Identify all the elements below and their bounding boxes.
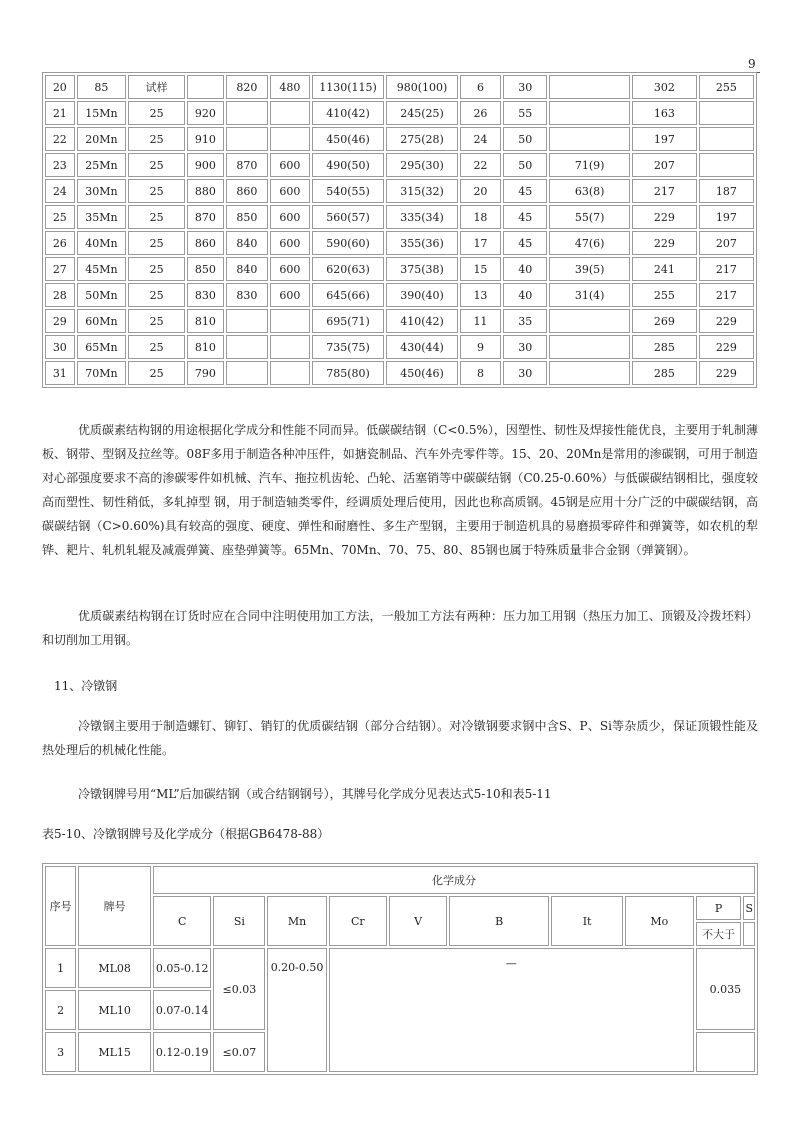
table-cell: 22 (45, 127, 75, 151)
table-cell: 45 (503, 179, 547, 203)
paragraph-cold-heading: 冷镦钢主要用于制造螺钉、铆钉、销钉的优质碳结钢（部分合结钢）。对冷镦钢要求钢中含S、P、Si等杂质少，保证顶锻性能及热处理后的机械化性能。 (42, 719, 758, 757)
seq-cell: 3 (45, 1032, 76, 1072)
table-cell: 40Mn (77, 231, 127, 255)
table-cell: 13 (460, 283, 501, 307)
table-cell: 50 (503, 127, 547, 151)
table-cell (270, 309, 310, 333)
table-cell: 645(66) (312, 283, 385, 307)
table-cell: 600 (270, 205, 310, 229)
table-cell: 40 (503, 283, 547, 307)
header-mo: Mo (625, 896, 694, 946)
table-cell: 20 (45, 75, 75, 99)
table-cell: 860 (226, 179, 268, 203)
table-cell: 430(44) (386, 335, 457, 359)
header-v: V (389, 896, 447, 946)
table-cell: 45 (503, 231, 547, 255)
table-cell: 302 (632, 75, 697, 99)
header-s: S (743, 896, 755, 920)
table-cell: 560(57) (312, 205, 385, 229)
table-cell: 217 (699, 257, 754, 281)
table-cell: 830 (187, 283, 224, 307)
table-cell: 269 (632, 309, 697, 333)
table-cell: 840 (226, 231, 268, 255)
table-cell: 255 (699, 75, 754, 99)
table-row (45, 335, 754, 359)
table-cell: 63(8) (549, 179, 630, 203)
table-cell: 6 (460, 75, 501, 99)
table-cell: 60Mn (77, 309, 127, 333)
table-cell: 27 (45, 257, 75, 281)
table-row (45, 283, 754, 307)
table-cell: 25 (128, 257, 185, 281)
table-cell: 40 (503, 257, 547, 281)
table-cell: 25 (45, 205, 75, 229)
table-cell: 70Mn (77, 361, 127, 385)
table-cell: 29 (45, 309, 75, 333)
seq-cell: 1 (45, 948, 76, 988)
table-cell: 229 (632, 231, 697, 255)
table-cell: 9 (460, 335, 501, 359)
table-cell: 285 (632, 361, 697, 385)
table-cell: 410(42) (312, 101, 385, 125)
table-cell: 71(9) (549, 153, 630, 177)
si-cell: ≤0.07 (213, 1032, 265, 1072)
table-cell: 620(63) (312, 257, 385, 281)
table-cell: 25 (128, 361, 185, 385)
table-cell: 35Mn (77, 205, 127, 229)
table-cell: 25Mn (77, 153, 127, 177)
table-cell: 920 (187, 101, 224, 125)
table-cell: 850 (226, 205, 268, 229)
table-cell: 335(34) (386, 205, 457, 229)
table-cell: 285 (632, 335, 697, 359)
table-cell: 24 (460, 127, 501, 151)
table-cell: 229 (632, 205, 697, 229)
table-cell: 790 (187, 361, 224, 385)
table-cell: 30 (503, 335, 547, 359)
table-cell: 980(100) (386, 75, 457, 99)
p-cell-blank (696, 1032, 755, 1072)
table-cell: 15Mn (77, 101, 127, 125)
table-row (45, 257, 754, 281)
table-cell (699, 127, 754, 151)
table-cell: 50Mn (77, 283, 127, 307)
table-cell: 15 (460, 257, 501, 281)
table-cell: 450(46) (386, 361, 457, 385)
table-cell: 830 (226, 283, 268, 307)
table-cell (270, 101, 310, 125)
grade-cell: ML10 (78, 990, 151, 1030)
table-cell: 229 (699, 361, 754, 385)
table-cell: 600 (270, 283, 310, 307)
table-cell: 870 (187, 205, 224, 229)
table-row (45, 153, 754, 177)
table-cell: 45Mn (77, 257, 127, 281)
table-cell (270, 127, 310, 151)
table-cell (549, 335, 630, 359)
table-caption: 表5-10、冷镦钢牌号及化学成分（根据GB6478-88） (42, 827, 330, 841)
header-si: Si (213, 896, 265, 946)
table-cell: 810 (187, 335, 224, 359)
table-cell: 197 (699, 205, 754, 229)
paragraph-ordering: 优质碳素结构钢在订货时应在合同中注明使用加工方法，一般加工方法有两种：压力加工用钢（热压力加工、顶锻及冷拨坯料）和切削加工用钢。 (42, 609, 758, 647)
table-cell (699, 153, 754, 177)
table-cell: 1130(115) (312, 75, 385, 99)
table-cell: 850 (187, 257, 224, 281)
table-cell: 85 (77, 75, 127, 99)
steel-properties-table (42, 72, 757, 388)
table-cell (226, 309, 268, 333)
header-not-more-than: 不大于 (696, 922, 742, 946)
table-cell: 375(38) (386, 257, 457, 281)
table-cell: 25 (128, 127, 185, 151)
table-cell: 25 (128, 231, 185, 255)
table-cell: 试样 (128, 75, 185, 99)
table-cell (187, 75, 224, 99)
table-cell: 207 (699, 231, 754, 255)
table-cell: 840 (226, 257, 268, 281)
c-cell: 0.12-0.19 (153, 1032, 211, 1072)
table-cell: 25 (128, 283, 185, 307)
table-cell (226, 335, 268, 359)
table-cell: 255 (632, 283, 697, 307)
table-row (45, 101, 754, 125)
table-cell (270, 335, 310, 359)
table-cell: 480 (270, 75, 310, 99)
table-cell: 22 (460, 153, 501, 177)
table-cell: 31 (45, 361, 75, 385)
si-cell: ≤0.03 (213, 948, 265, 1030)
header-seq: 序号 (45, 866, 76, 946)
table-row (45, 179, 754, 203)
table-cell: 50 (503, 153, 547, 177)
table-row (45, 231, 754, 255)
table-cell: 217 (699, 283, 754, 307)
table-cell: 450(46) (312, 127, 385, 151)
table-cell: 600 (270, 257, 310, 281)
table-cell: 490(50) (312, 153, 385, 177)
table-cell: 600 (270, 179, 310, 203)
mn-cell: 0.20-0.50 (267, 948, 326, 1072)
table-cell: 187 (699, 179, 754, 203)
table-cell: 880 (187, 179, 224, 203)
table-cell: 20Mn (77, 127, 127, 151)
table-cell: 600 (270, 153, 310, 177)
table-cell (699, 101, 754, 125)
table-cell: 217 (632, 179, 697, 203)
paragraph-grade-naming: 冷镦钢牌号用“ML”后加碳结钢（或合结钢钢号），其牌号化学成分见表达式5-10和表5-11 (78, 787, 552, 801)
table-cell: 21 (45, 101, 75, 125)
header-cr: Cr (329, 896, 387, 946)
table-cell: 229 (699, 335, 754, 359)
table-cell: 25 (128, 153, 185, 177)
table-row (45, 75, 754, 99)
table-cell: 35 (503, 309, 547, 333)
table-cell: 47(6) (549, 231, 630, 255)
table-cell: 23 (45, 153, 75, 177)
table-cell: 229 (699, 309, 754, 333)
table-row (45, 309, 754, 333)
c-cell: 0.07-0.14 (153, 990, 211, 1030)
table-cell: 197 (632, 127, 697, 151)
table-cell: 25 (128, 179, 185, 203)
table-cell: 910 (187, 127, 224, 151)
grade-cell: ML15 (78, 1032, 151, 1072)
table-cell: 355(36) (386, 231, 457, 255)
table-cell: 860 (187, 231, 224, 255)
table-cell: 25 (128, 101, 185, 125)
table-cell: 30 (45, 335, 75, 359)
table-cell: 590(60) (312, 231, 385, 255)
table-cell: 540(55) (312, 179, 385, 203)
table-cell (226, 361, 268, 385)
table-cell: 24 (45, 179, 75, 203)
header-grade: 牌号 (78, 866, 151, 946)
table-cell: 410(42) (386, 309, 457, 333)
table-cell: 315(32) (386, 179, 457, 203)
table-cell (270, 361, 310, 385)
header-b: B (449, 896, 549, 946)
table-cell: 31(4) (549, 283, 630, 307)
table-cell: 20 (460, 179, 501, 203)
grade-cell: ML08 (78, 948, 151, 988)
table-cell: 11 (460, 309, 501, 333)
table-cell: 820 (226, 75, 268, 99)
table-cell (226, 101, 268, 125)
table-cell: 28 (45, 283, 75, 307)
table-cell: 39(5) (549, 257, 630, 281)
table-cell (549, 75, 630, 99)
table-cell: 26 (460, 101, 501, 125)
table-cell: 25 (128, 309, 185, 333)
table-cell (549, 309, 630, 333)
table-cell: 900 (187, 153, 224, 177)
table-cell: 163 (632, 101, 697, 125)
header-it: It (551, 896, 623, 946)
table-cell: 735(75) (312, 335, 385, 359)
table-cell: 25 (128, 205, 185, 229)
table-cell (226, 127, 268, 151)
table-cell: 55 (503, 101, 547, 125)
table-cell: 207 (632, 153, 697, 177)
table-cell: 17 (460, 231, 501, 255)
c-cell: 0.05-0.12 (153, 948, 211, 988)
table-cell: 25 (128, 335, 185, 359)
table-cell: 695(71) (312, 309, 385, 333)
page-number: 9 (748, 57, 756, 71)
header-c: C (153, 896, 211, 946)
p-cell: 0.035 (696, 948, 755, 1030)
table-cell (549, 101, 630, 125)
table-cell: 275(28) (386, 127, 457, 151)
header-mn: Mn (267, 896, 326, 946)
table-cell: 241 (632, 257, 697, 281)
table-cell: 390(40) (386, 283, 457, 307)
table-cell: 26 (45, 231, 75, 255)
table-cell: 8 (460, 361, 501, 385)
dash-cell: — (329, 948, 694, 1072)
table-row (45, 205, 754, 229)
table-cell: 785(80) (312, 361, 385, 385)
table-cell: 870 (226, 153, 268, 177)
paragraph-usage: 优质碳素结构钢的用途根据化学成分和性能不同而异。低碳碳结钢（C<0.5%），因塑性、韧性及焊接性能优良，主要用于轧制薄板、钢带、型钢及拉丝等。08F多用于制造各种冲压件，如搪瓷制品、汽车外壳零件等。15、20、20Mn是常用的渗碳钢，可用于制造对心部强度要求不高的渗碳零件如机械、汽车、拖拉机齿轮、凸轮、活塞销等中碳碳结钢（C0.25-0.60%）与低碳碳结钢相比，强度较高而塑性、韧性稍低，多轧掉型 钢，用于制造轴类零件，经调质处理后使用，因此也称高质钢。45钢是应用十分广泛的中碳碳结钢，高碳碳结钢（C>0.60%)具有较高的强度、硬度、弹性和耐磨性、多生产型钢，主要用于制造机具的易磨损零碎件和弹簧等，如农机的犁铧、耙片、轧机轧辊及减震弹簧、座垫弹簧等。65Mn、70Mn、70、75、80、85钢也属于特殊质量非合金钢（弹簧钢）。 (42, 423, 758, 557)
seq-cell: 2 (45, 990, 76, 1030)
table-cell: 55(7) (549, 205, 630, 229)
table-cell: 45 (503, 205, 547, 229)
table-cell: 295(30) (386, 153, 457, 177)
table-cell: 810 (187, 309, 224, 333)
table-cell (549, 361, 630, 385)
table-row (45, 127, 754, 151)
table-cell: 30 (503, 361, 547, 385)
table-cell (549, 127, 630, 151)
header-p: P (696, 896, 742, 920)
table-cell: 245(25) (386, 101, 457, 125)
table-cell: 600 (270, 231, 310, 255)
header-chemical-composition: 化学成分 (153, 866, 755, 894)
table-cell: 30Mn (77, 179, 127, 203)
table-cell: 65Mn (77, 335, 127, 359)
section-heading: 11、冷镦钢 (54, 679, 118, 693)
table-cell: 30 (503, 75, 547, 99)
table-cell: 18 (460, 205, 501, 229)
header-s-blank (743, 922, 755, 946)
table-row (45, 361, 754, 385)
cold-heading-steel-table (42, 863, 758, 1075)
